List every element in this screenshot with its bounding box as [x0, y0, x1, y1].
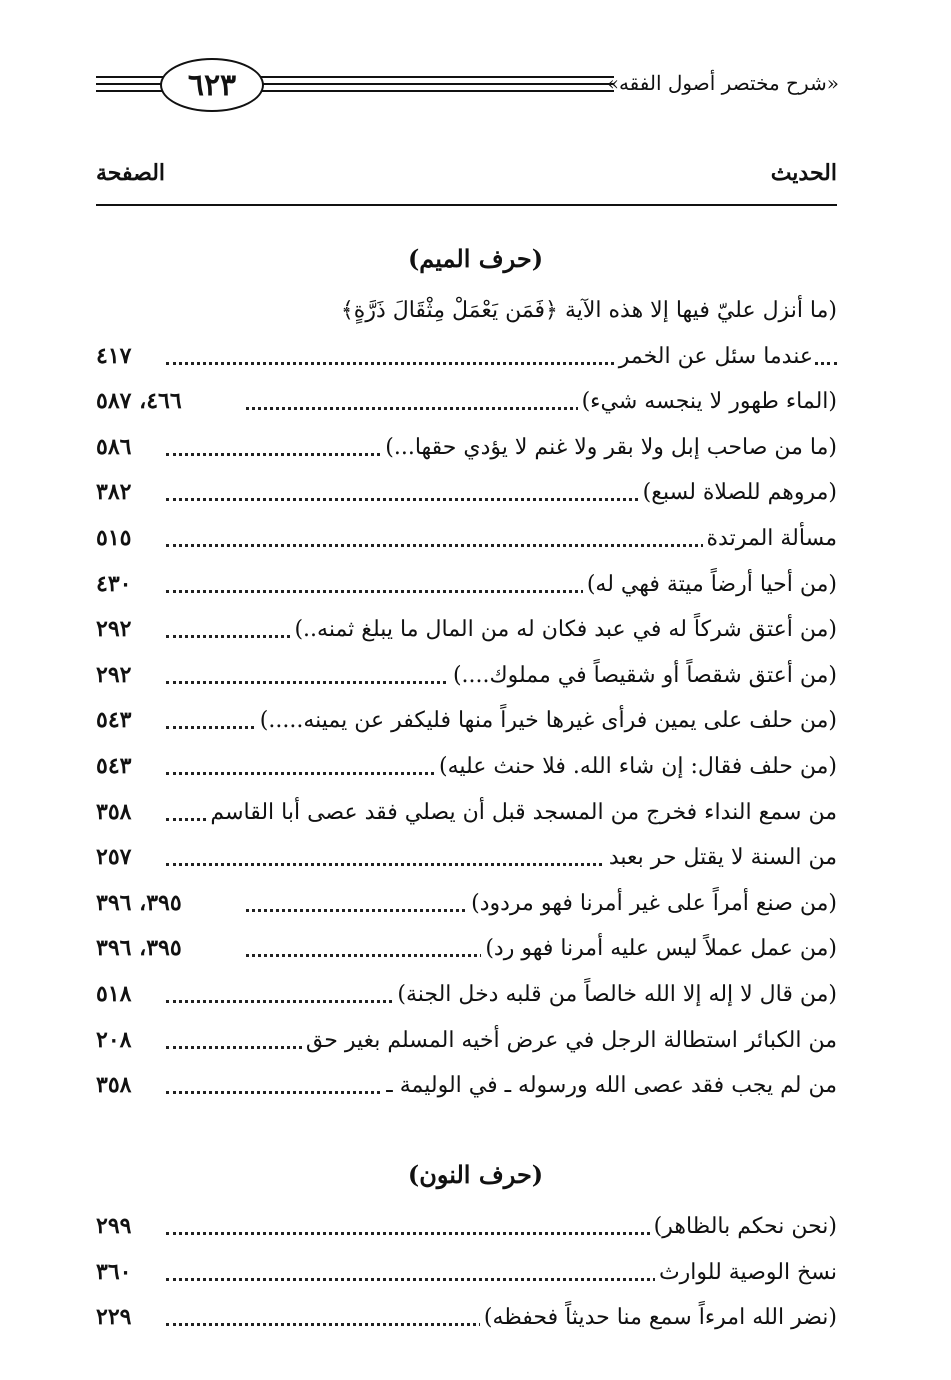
book-title: «شرح مختصر أصول الفقه»	[606, 71, 839, 95]
hadith-column-heading: الحديث	[770, 160, 837, 186]
index-entry	[96, 930, 837, 976]
hadith-text: (مروهم للصلاة لسبع)	[639, 480, 837, 505]
page-ref: ٥٨٦	[96, 434, 137, 460]
index-entry	[96, 1208, 837, 1254]
section-title-noon: (حرف النون)	[407, 1160, 544, 1189]
hadith-text: (من أعتق شركاً له في عبد فكان له من المال ما يبلغ ثمنه..)	[290, 617, 837, 642]
hadith-text: (نضر الله امرءاً سمع منا حديثاً فحفظه)	[480, 1305, 837, 1330]
hadith-text: مسألة المرتدة	[703, 526, 837, 551]
page-ref: ٤٦٦، ٥٨٧	[96, 388, 188, 414]
hadith-text: (من أعتق شقصاً أو شقيصاً في مملوك....)	[449, 663, 837, 688]
header-rule	[258, 83, 614, 85]
hadith-text: (من عمل عملاً ليس عليه أمرنا فهو رد)	[481, 936, 837, 961]
index-entry	[96, 885, 837, 931]
hadith-text: (ما من صاحب إبل ولا بقر ولا غنم لا يؤدي حقها...)	[381, 435, 837, 460]
hadith-text: من لم يجب فقد عصى الله ورسوله ـ في الوليمة ـ	[382, 1073, 837, 1098]
page-ref: ٥١٨	[96, 981, 137, 1007]
page-ref: ٣٩٥، ٣٩٦	[96, 935, 188, 961]
page-ref: ٢٥٧	[96, 844, 137, 870]
page-ref: ٣٦٠	[96, 1259, 137, 1285]
page-ref: ٤١٧	[96, 343, 137, 369]
section-title-meem: (حرف الميم)	[407, 244, 544, 273]
index-entry	[96, 794, 837, 840]
index-entry	[96, 520, 837, 566]
index-list-noon	[96, 1208, 837, 1345]
page-ref: ٤٣٠	[96, 571, 137, 597]
index-entry	[96, 1022, 837, 1068]
index-entry	[96, 1254, 837, 1300]
page-ref: ٣٨٢	[96, 479, 137, 505]
hadith-text: (من حلف على يمين فرأى غيرها خيراً منها فليكفر عن يمينه.....)	[256, 708, 837, 733]
index-entry	[96, 383, 837, 429]
index-entry	[96, 657, 837, 703]
hadith-text: (من حلف فقال: إن شاء الله. فلا حنث عليه)	[435, 754, 837, 779]
page-ref: ٢٩٩	[96, 1213, 137, 1239]
page-ref: ٥١٥	[96, 525, 137, 551]
hadith-text: من سمع النداء فخرج من المسجد قبل أن يصلي فقد عصى أبا القاسم	[206, 800, 837, 825]
page-ref: ٣٩٥، ٣٩٦	[96, 890, 188, 916]
page-ref: ٥٤٣	[96, 707, 137, 733]
index-entry	[96, 292, 837, 338]
page-ref: ٣٥٨	[96, 799, 137, 825]
header-rule	[258, 76, 614, 78]
header-rule	[96, 83, 166, 85]
hadith-text: من السنة لا يقتل حر بعبد	[605, 845, 837, 870]
index-entry	[96, 1067, 837, 1113]
page-ref: ٣٥٨	[96, 1072, 137, 1098]
index-entry	[96, 338, 837, 384]
index-entry	[96, 839, 837, 885]
page-ref: ٢٩٢	[96, 662, 137, 688]
hadith-text: من الكبائر استطالة الرجل في عرض أخيه المسلم بغير حق	[302, 1028, 837, 1053]
index-entry	[96, 1299, 837, 1345]
index-entry	[96, 702, 837, 748]
page-number: ٦٢٣	[160, 58, 264, 112]
page-ref: ٢٢٩	[96, 1304, 137, 1330]
hadith-text: (ما أنزل عليّ فيها إلا هذه الآية ﴿فَمَن يَعْمَلْ مِثْقَالَ ذَرَّةٍ﴾	[337, 298, 837, 323]
running-header	[0, 50, 951, 122]
hadith-text: (من صنع أمراً على غير أمرنا فهو مردود)	[467, 891, 837, 916]
hadith-text: (الماء طهور لا ينجسه شيء)	[578, 389, 837, 414]
index-entry	[96, 474, 837, 520]
page-ref: ٥٤٣	[96, 753, 137, 779]
header-rule	[96, 76, 166, 78]
page-column-heading: الصفحة	[96, 160, 166, 186]
index-entry	[96, 566, 837, 612]
hadith-text: (نحن نحكم بالظاهر)	[650, 1214, 837, 1239]
hadith-text: (من أحيا أرضاً ميتة فهي له)	[583, 572, 837, 597]
heading-rule	[96, 204, 837, 206]
header-rule	[258, 90, 614, 92]
hadith-text: نسخ الوصية للوارث	[655, 1260, 837, 1285]
index-list-meem	[96, 292, 837, 1113]
index-entry	[96, 611, 837, 657]
hadith-text: عندما سئل عن الخمر	[615, 344, 813, 369]
index-entry	[96, 748, 837, 794]
hadith-text: (من قال لا إله إلا الله خالصاً من قلبه دخل الجنة)	[393, 982, 837, 1007]
header-rule	[96, 90, 166, 92]
index-entry	[96, 429, 837, 475]
page-ref: ٢٩٢	[96, 616, 137, 642]
page-ref: ٢٠٨	[96, 1027, 137, 1053]
index-entry	[96, 976, 837, 1022]
